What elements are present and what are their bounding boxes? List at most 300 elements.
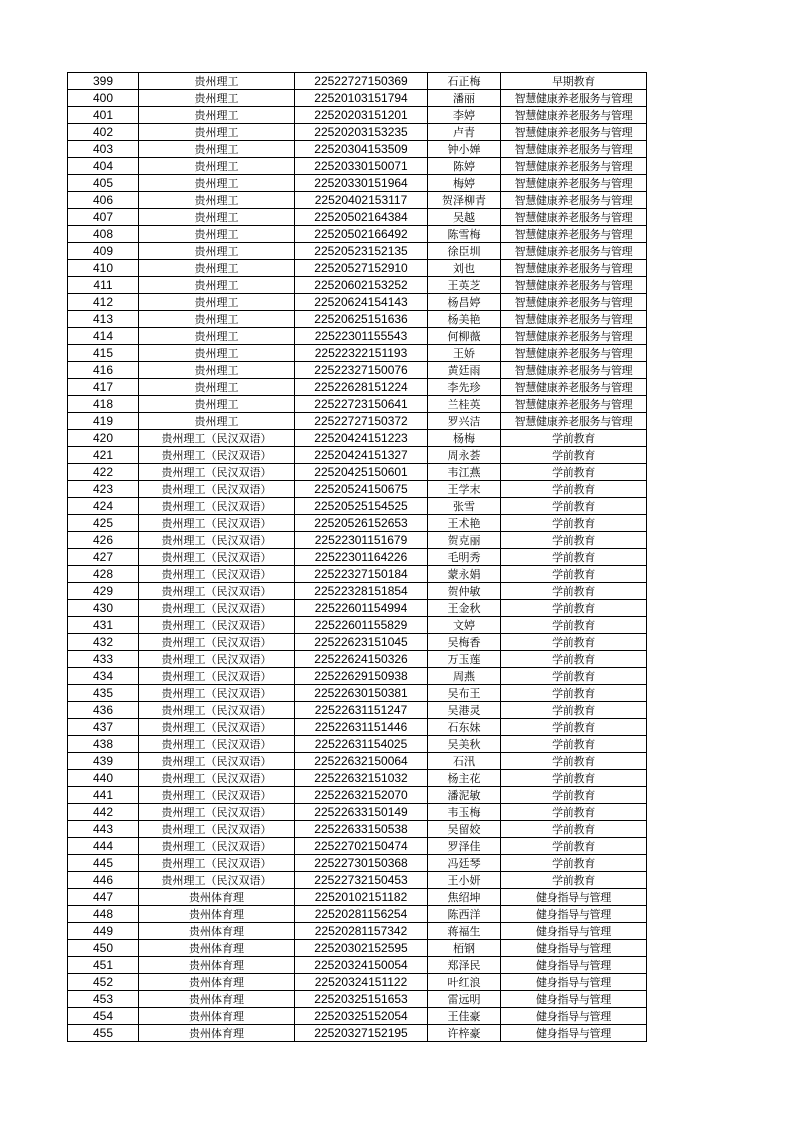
table-row <box>68 413 647 430</box>
major-cell: 智慧健康养老服务与管理 <box>501 294 647 311</box>
student-name-cell: 蒙永娟 <box>428 566 501 583</box>
major-cell: 学前教育 <box>501 685 647 702</box>
school-cell: 贵州体育理 <box>139 1008 295 1025</box>
student-name-cell: 焦绍坤 <box>428 889 501 906</box>
row-number-cell: 409 <box>68 243 139 260</box>
table-row <box>68 362 647 379</box>
row-number-cell: 422 <box>68 464 139 481</box>
major-cell: 学前教育 <box>501 736 647 753</box>
table-row <box>68 481 647 498</box>
student-name-cell: 陈婷 <box>428 158 501 175</box>
student-name-cell: 罗泽佳 <box>428 838 501 855</box>
major-cell: 健身指导与管理 <box>501 906 647 923</box>
exam-id-cell: 22520330150071 <box>295 158 428 175</box>
major-cell: 健身指导与管理 <box>501 889 647 906</box>
table-row <box>68 974 647 991</box>
school-cell: 贵州理工 <box>139 175 295 192</box>
major-cell: 学前教育 <box>501 719 647 736</box>
major-cell: 智慧健康养老服务与管理 <box>501 260 647 277</box>
table-row <box>68 651 647 668</box>
table-row <box>68 192 647 209</box>
student-name-cell: 杨昌婷 <box>428 294 501 311</box>
school-cell: 贵州体育理 <box>139 889 295 906</box>
student-name-cell: 贺克丽 <box>428 532 501 549</box>
student-name-cell: 吴梅香 <box>428 634 501 651</box>
student-name-cell: 陈雪梅 <box>428 226 501 243</box>
table-row <box>68 328 647 345</box>
student-name-cell: 周燕 <box>428 668 501 685</box>
table-row <box>68 549 647 566</box>
exam-id-cell: 22520102151182 <box>295 889 428 906</box>
table-row <box>68 617 647 634</box>
exam-id-cell: 22522327150184 <box>295 566 428 583</box>
table-row <box>68 345 647 362</box>
school-cell: 贵州理工 <box>139 311 295 328</box>
major-cell: 学前教育 <box>501 651 647 668</box>
exam-id-cell: 22522601155829 <box>295 617 428 634</box>
major-cell: 学前教育 <box>501 566 647 583</box>
school-cell: 贵州理工（民汉双语） <box>139 787 295 804</box>
table-row <box>68 294 647 311</box>
school-cell: 贵州理工（民汉双语） <box>139 430 295 447</box>
exam-id-cell: 22522328151854 <box>295 583 428 600</box>
row-number-cell: 446 <box>68 872 139 889</box>
student-name-cell: 王英芝 <box>428 277 501 294</box>
major-cell: 学前教育 <box>501 770 647 787</box>
exam-id-cell: 22522727150369 <box>295 73 428 90</box>
exam-id-cell: 22522301155543 <box>295 328 428 345</box>
school-cell: 贵州理工 <box>139 362 295 379</box>
row-number-cell: 415 <box>68 345 139 362</box>
table-row <box>68 226 647 243</box>
school-cell: 贵州理工（民汉双语） <box>139 532 295 549</box>
major-cell: 健身指导与管理 <box>501 940 647 957</box>
major-cell: 学前教育 <box>501 430 647 447</box>
table-row <box>68 141 647 158</box>
school-cell: 贵州理工 <box>139 226 295 243</box>
student-name-cell: 石东妹 <box>428 719 501 736</box>
exam-id-cell: 22522702150474 <box>295 838 428 855</box>
school-cell: 贵州体育理 <box>139 957 295 974</box>
row-number-cell: 434 <box>68 668 139 685</box>
student-name-cell: 杨主花 <box>428 770 501 787</box>
school-cell: 贵州理工 <box>139 379 295 396</box>
table-row <box>68 736 647 753</box>
table-row <box>68 430 647 447</box>
exam-id-cell: 22520203153235 <box>295 124 428 141</box>
school-cell: 贵州体育理 <box>139 906 295 923</box>
student-name-cell: 万玉莲 <box>428 651 501 668</box>
major-cell: 智慧健康养老服务与管理 <box>501 311 647 328</box>
student-name-cell: 李先珍 <box>428 379 501 396</box>
table-row <box>68 770 647 787</box>
major-cell: 健身指导与管理 <box>501 1008 647 1025</box>
exam-id-cell: 22520281157342 <box>295 923 428 940</box>
student-name-cell: 石正梅 <box>428 73 501 90</box>
exam-id-cell: 22522632151032 <box>295 770 428 787</box>
school-cell: 贵州理工（民汉双语） <box>139 855 295 872</box>
school-cell: 贵州理工（民汉双语） <box>139 804 295 821</box>
row-number-cell: 421 <box>68 447 139 464</box>
table-row <box>68 1025 647 1042</box>
row-number-cell: 451 <box>68 957 139 974</box>
major-cell: 智慧健康养老服务与管理 <box>501 362 647 379</box>
table-row <box>68 719 647 736</box>
table-row <box>68 90 647 107</box>
student-name-cell: 贺仲敏 <box>428 583 501 600</box>
row-number-cell: 404 <box>68 158 139 175</box>
major-cell: 学前教育 <box>501 464 647 481</box>
exam-id-cell: 22522327150076 <box>295 362 428 379</box>
exam-id-cell: 22520304153509 <box>295 141 428 158</box>
row-number-cell: 419 <box>68 413 139 430</box>
student-name-cell: 徐臣圳 <box>428 243 501 260</box>
exam-id-cell: 22520302152595 <box>295 940 428 957</box>
major-cell: 学前教育 <box>501 753 647 770</box>
school-cell: 贵州理工（民汉双语） <box>139 736 295 753</box>
exam-id-cell: 22522633150538 <box>295 821 428 838</box>
student-name-cell: 王佳豪 <box>428 1008 501 1025</box>
major-cell: 智慧健康养老服务与管理 <box>501 243 647 260</box>
row-number-cell: 405 <box>68 175 139 192</box>
row-number-cell: 407 <box>68 209 139 226</box>
row-number-cell: 412 <box>68 294 139 311</box>
exam-id-cell: 22522732150453 <box>295 872 428 889</box>
table-row <box>68 464 647 481</box>
school-cell: 贵州体育理 <box>139 991 295 1008</box>
exam-id-cell: 22522730150368 <box>295 855 428 872</box>
row-number-cell: 423 <box>68 481 139 498</box>
row-number-cell: 400 <box>68 90 139 107</box>
exam-id-cell: 22522628151224 <box>295 379 428 396</box>
student-name-cell: 吴布王 <box>428 685 501 702</box>
exam-id-cell: 22520523152135 <box>295 243 428 260</box>
major-cell: 智慧健康养老服务与管理 <box>501 379 647 396</box>
student-name-cell: 潘丽 <box>428 90 501 107</box>
table-row <box>68 753 647 770</box>
table-row <box>68 872 647 889</box>
school-cell: 贵州理工 <box>139 243 295 260</box>
major-cell: 学前教育 <box>501 532 647 549</box>
row-number-cell: 439 <box>68 753 139 770</box>
school-cell: 贵州理工（民汉双语） <box>139 685 295 702</box>
major-cell: 健身指导与管理 <box>501 923 647 940</box>
student-name-cell: 石汛 <box>428 753 501 770</box>
student-name-cell: 许梓豪 <box>428 1025 501 1042</box>
table-row <box>68 158 647 175</box>
exam-id-cell: 22520325152054 <box>295 1008 428 1025</box>
row-number-cell: 443 <box>68 821 139 838</box>
row-number-cell: 444 <box>68 838 139 855</box>
school-cell: 贵州理工 <box>139 260 295 277</box>
major-cell: 学前教育 <box>501 702 647 719</box>
table-row <box>68 532 647 549</box>
table-row <box>68 889 647 906</box>
school-cell: 贵州体育理 <box>139 923 295 940</box>
school-cell: 贵州理工 <box>139 141 295 158</box>
table-row <box>68 668 647 685</box>
school-cell: 贵州理工（民汉双语） <box>139 481 295 498</box>
row-number-cell: 436 <box>68 702 139 719</box>
row-number-cell: 429 <box>68 583 139 600</box>
table-row <box>68 804 647 821</box>
exam-id-cell: 22522723150641 <box>295 396 428 413</box>
major-cell: 智慧健康养老服务与管理 <box>501 175 647 192</box>
row-number-cell: 424 <box>68 498 139 515</box>
student-name-cell: 蒋福生 <box>428 923 501 940</box>
row-number-cell: 440 <box>68 770 139 787</box>
student-name-cell: 钟小婵 <box>428 141 501 158</box>
table-row <box>68 73 647 90</box>
student-name-cell: 杨梅 <box>428 430 501 447</box>
student-name-cell: 王小妍 <box>428 872 501 889</box>
exam-id-cell: 22520424151327 <box>295 447 428 464</box>
row-number-cell: 452 <box>68 974 139 991</box>
exam-id-cell: 22522629150938 <box>295 668 428 685</box>
row-number-cell: 427 <box>68 549 139 566</box>
row-number-cell: 454 <box>68 1008 139 1025</box>
student-name-cell: 叶红浪 <box>428 974 501 991</box>
major-cell: 学前教育 <box>501 668 647 685</box>
row-number-cell: 417 <box>68 379 139 396</box>
major-cell: 学前教育 <box>501 515 647 532</box>
major-cell: 学前教育 <box>501 787 647 804</box>
table-row <box>68 498 647 515</box>
row-number-cell: 438 <box>68 736 139 753</box>
school-cell: 贵州理工 <box>139 73 295 90</box>
school-cell: 贵州理工 <box>139 345 295 362</box>
major-cell: 学前教育 <box>501 583 647 600</box>
row-number-cell: 445 <box>68 855 139 872</box>
school-cell: 贵州理工（民汉双语） <box>139 770 295 787</box>
student-name-cell: 吴美秋 <box>428 736 501 753</box>
school-cell: 贵州理工（民汉双语） <box>139 838 295 855</box>
student-name-cell: 雷远明 <box>428 991 501 1008</box>
exam-id-cell: 22522601154994 <box>295 600 428 617</box>
exam-id-cell: 22520526152653 <box>295 515 428 532</box>
exam-id-cell: 22520324151122 <box>295 974 428 991</box>
major-cell: 健身指导与管理 <box>501 991 647 1008</box>
student-name-cell: 栢钢 <box>428 940 501 957</box>
exam-id-cell: 22522631154025 <box>295 736 428 753</box>
row-number-cell: 406 <box>68 192 139 209</box>
major-cell: 学前教育 <box>501 481 647 498</box>
table-row <box>68 447 647 464</box>
exam-id-cell: 22522322151193 <box>295 345 428 362</box>
school-cell: 贵州理工（民汉双语） <box>139 634 295 651</box>
school-cell: 贵州理工 <box>139 413 295 430</box>
row-number-cell: 431 <box>68 617 139 634</box>
school-cell: 贵州理工 <box>139 107 295 124</box>
student-name-cell: 潘泥敏 <box>428 787 501 804</box>
row-number-cell: 410 <box>68 260 139 277</box>
school-cell: 贵州理工（民汉双语） <box>139 821 295 838</box>
row-number-cell: 437 <box>68 719 139 736</box>
row-number-cell: 450 <box>68 940 139 957</box>
row-number-cell: 425 <box>68 515 139 532</box>
school-cell: 贵州理工（民汉双语） <box>139 498 295 515</box>
exam-id-cell: 22522630150381 <box>295 685 428 702</box>
major-cell: 学前教育 <box>501 804 647 821</box>
row-number-cell: 403 <box>68 141 139 158</box>
school-cell: 贵州理工（民汉双语） <box>139 753 295 770</box>
major-cell: 学前教育 <box>501 549 647 566</box>
table-row <box>68 277 647 294</box>
row-number-cell: 435 <box>68 685 139 702</box>
exam-id-cell: 22522633150149 <box>295 804 428 821</box>
student-name-cell: 张雪 <box>428 498 501 515</box>
exam-id-cell: 22520327152195 <box>295 1025 428 1042</box>
row-number-cell: 420 <box>68 430 139 447</box>
table-row <box>68 515 647 532</box>
school-cell: 贵州理工 <box>139 294 295 311</box>
major-cell: 学前教育 <box>501 498 647 515</box>
exam-id-cell: 22522632150064 <box>295 753 428 770</box>
row-number-cell: 432 <box>68 634 139 651</box>
row-number-cell: 414 <box>68 328 139 345</box>
student-name-cell: 陈西洋 <box>428 906 501 923</box>
school-cell: 贵州理工（民汉双语） <box>139 515 295 532</box>
exam-id-cell: 22520602153252 <box>295 277 428 294</box>
row-number-cell: 413 <box>68 311 139 328</box>
school-cell: 贵州理工 <box>139 158 295 175</box>
exam-id-cell: 22520424151223 <box>295 430 428 447</box>
table-row <box>68 260 647 277</box>
row-number-cell: 448 <box>68 906 139 923</box>
exam-id-cell: 22520425150601 <box>295 464 428 481</box>
major-cell: 早期教育 <box>501 73 647 90</box>
major-cell: 学前教育 <box>501 821 647 838</box>
student-name-cell: 卢青 <box>428 124 501 141</box>
table-row <box>68 940 647 957</box>
student-name-cell: 罗兴洁 <box>428 413 501 430</box>
student-name-cell: 王术艳 <box>428 515 501 532</box>
student-name-cell: 李婷 <box>428 107 501 124</box>
school-cell: 贵州理工 <box>139 209 295 226</box>
school-cell: 贵州理工（民汉双语） <box>139 600 295 617</box>
student-name-cell: 王娇 <box>428 345 501 362</box>
school-cell: 贵州理工 <box>139 328 295 345</box>
table-row <box>68 991 647 1008</box>
major-cell: 智慧健康养老服务与管理 <box>501 328 647 345</box>
student-name-cell: 韦江燕 <box>428 464 501 481</box>
table-row <box>68 685 647 702</box>
major-cell: 智慧健康养老服务与管理 <box>501 158 647 175</box>
school-cell: 贵州理工 <box>139 277 295 294</box>
major-cell: 智慧健康养老服务与管理 <box>501 209 647 226</box>
student-name-cell: 何柳薇 <box>428 328 501 345</box>
row-number-cell: 418 <box>68 396 139 413</box>
table-row <box>68 634 647 651</box>
school-cell: 贵州理工 <box>139 124 295 141</box>
school-cell: 贵州理工（民汉双语） <box>139 566 295 583</box>
student-name-cell: 周永荟 <box>428 447 501 464</box>
exam-id-cell: 22520103151794 <box>295 90 428 107</box>
major-cell: 智慧健康养老服务与管理 <box>501 141 647 158</box>
exam-id-cell: 22522624150326 <box>295 651 428 668</box>
exam-id-cell: 22520203151201 <box>295 107 428 124</box>
student-name-cell: 文婷 <box>428 617 501 634</box>
row-number-cell: 402 <box>68 124 139 141</box>
student-name-cell: 王金秋 <box>428 600 501 617</box>
exam-id-cell: 22520324150054 <box>295 957 428 974</box>
major-cell: 智慧健康养老服务与管理 <box>501 226 647 243</box>
row-number-cell: 416 <box>68 362 139 379</box>
school-cell: 贵州理工（民汉双语） <box>139 668 295 685</box>
table-row <box>68 1008 647 1025</box>
exam-id-cell: 22520502166492 <box>295 226 428 243</box>
student-name-cell: 吴留姣 <box>428 821 501 838</box>
school-cell: 贵州理工（民汉双语） <box>139 719 295 736</box>
table-row <box>68 107 647 124</box>
exam-id-cell: 22520527152910 <box>295 260 428 277</box>
exam-id-cell: 22520524150675 <box>295 481 428 498</box>
row-number-cell: 401 <box>68 107 139 124</box>
school-cell: 贵州体育理 <box>139 940 295 957</box>
school-cell: 贵州体育理 <box>139 1025 295 1042</box>
row-number-cell: 442 <box>68 804 139 821</box>
major-cell: 学前教育 <box>501 634 647 651</box>
school-cell: 贵州理工 <box>139 192 295 209</box>
school-cell: 贵州体育理 <box>139 974 295 991</box>
school-cell: 贵州理工（民汉双语） <box>139 549 295 566</box>
major-cell: 健身指导与管理 <box>501 1025 647 1042</box>
school-cell: 贵州理工（民汉双语） <box>139 617 295 634</box>
exam-id-cell: 22520624154143 <box>295 294 428 311</box>
exam-id-cell: 22522632152070 <box>295 787 428 804</box>
major-cell: 健身指导与管理 <box>501 957 647 974</box>
table-row <box>68 787 647 804</box>
row-number-cell: 430 <box>68 600 139 617</box>
row-number-cell: 453 <box>68 991 139 1008</box>
row-number-cell: 455 <box>68 1025 139 1042</box>
table-row <box>68 923 647 940</box>
major-cell: 学前教育 <box>501 872 647 889</box>
school-cell: 贵州理工（民汉双语） <box>139 702 295 719</box>
student-name-cell: 兰桂英 <box>428 396 501 413</box>
row-number-cell: 426 <box>68 532 139 549</box>
major-cell: 学前教育 <box>501 617 647 634</box>
table-row <box>68 957 647 974</box>
exam-id-cell: 22522301164226 <box>295 549 428 566</box>
student-name-cell: 郑泽民 <box>428 957 501 974</box>
table-row <box>68 209 647 226</box>
major-cell: 智慧健康养老服务与管理 <box>501 396 647 413</box>
student-name-cell: 毛明秀 <box>428 549 501 566</box>
exam-id-cell: 22520325151653 <box>295 991 428 1008</box>
major-cell: 智慧健康养老服务与管理 <box>501 413 647 430</box>
student-name-cell: 吴港灵 <box>428 702 501 719</box>
exam-id-cell: 22520502164384 <box>295 209 428 226</box>
exam-id-cell: 22522631151446 <box>295 719 428 736</box>
school-cell: 贵州理工（民汉双语） <box>139 872 295 889</box>
major-cell: 智慧健康养老服务与管理 <box>501 277 647 294</box>
table-row <box>68 566 647 583</box>
school-cell: 贵州理工（民汉双语） <box>139 651 295 668</box>
student-name-cell: 冯廷琴 <box>428 855 501 872</box>
row-number-cell: 433 <box>68 651 139 668</box>
major-cell: 智慧健康养老服务与管理 <box>501 107 647 124</box>
exam-id-cell: 22520625151636 <box>295 311 428 328</box>
table-row <box>68 855 647 872</box>
table-row <box>68 124 647 141</box>
exam-id-cell: 22520281156254 <box>295 906 428 923</box>
student-name-cell: 黄廷雨 <box>428 362 501 379</box>
exam-id-cell: 22520330151964 <box>295 175 428 192</box>
table-row <box>68 906 647 923</box>
exam-id-cell: 22520525154525 <box>295 498 428 515</box>
exam-id-cell: 22520402153117 <box>295 192 428 209</box>
